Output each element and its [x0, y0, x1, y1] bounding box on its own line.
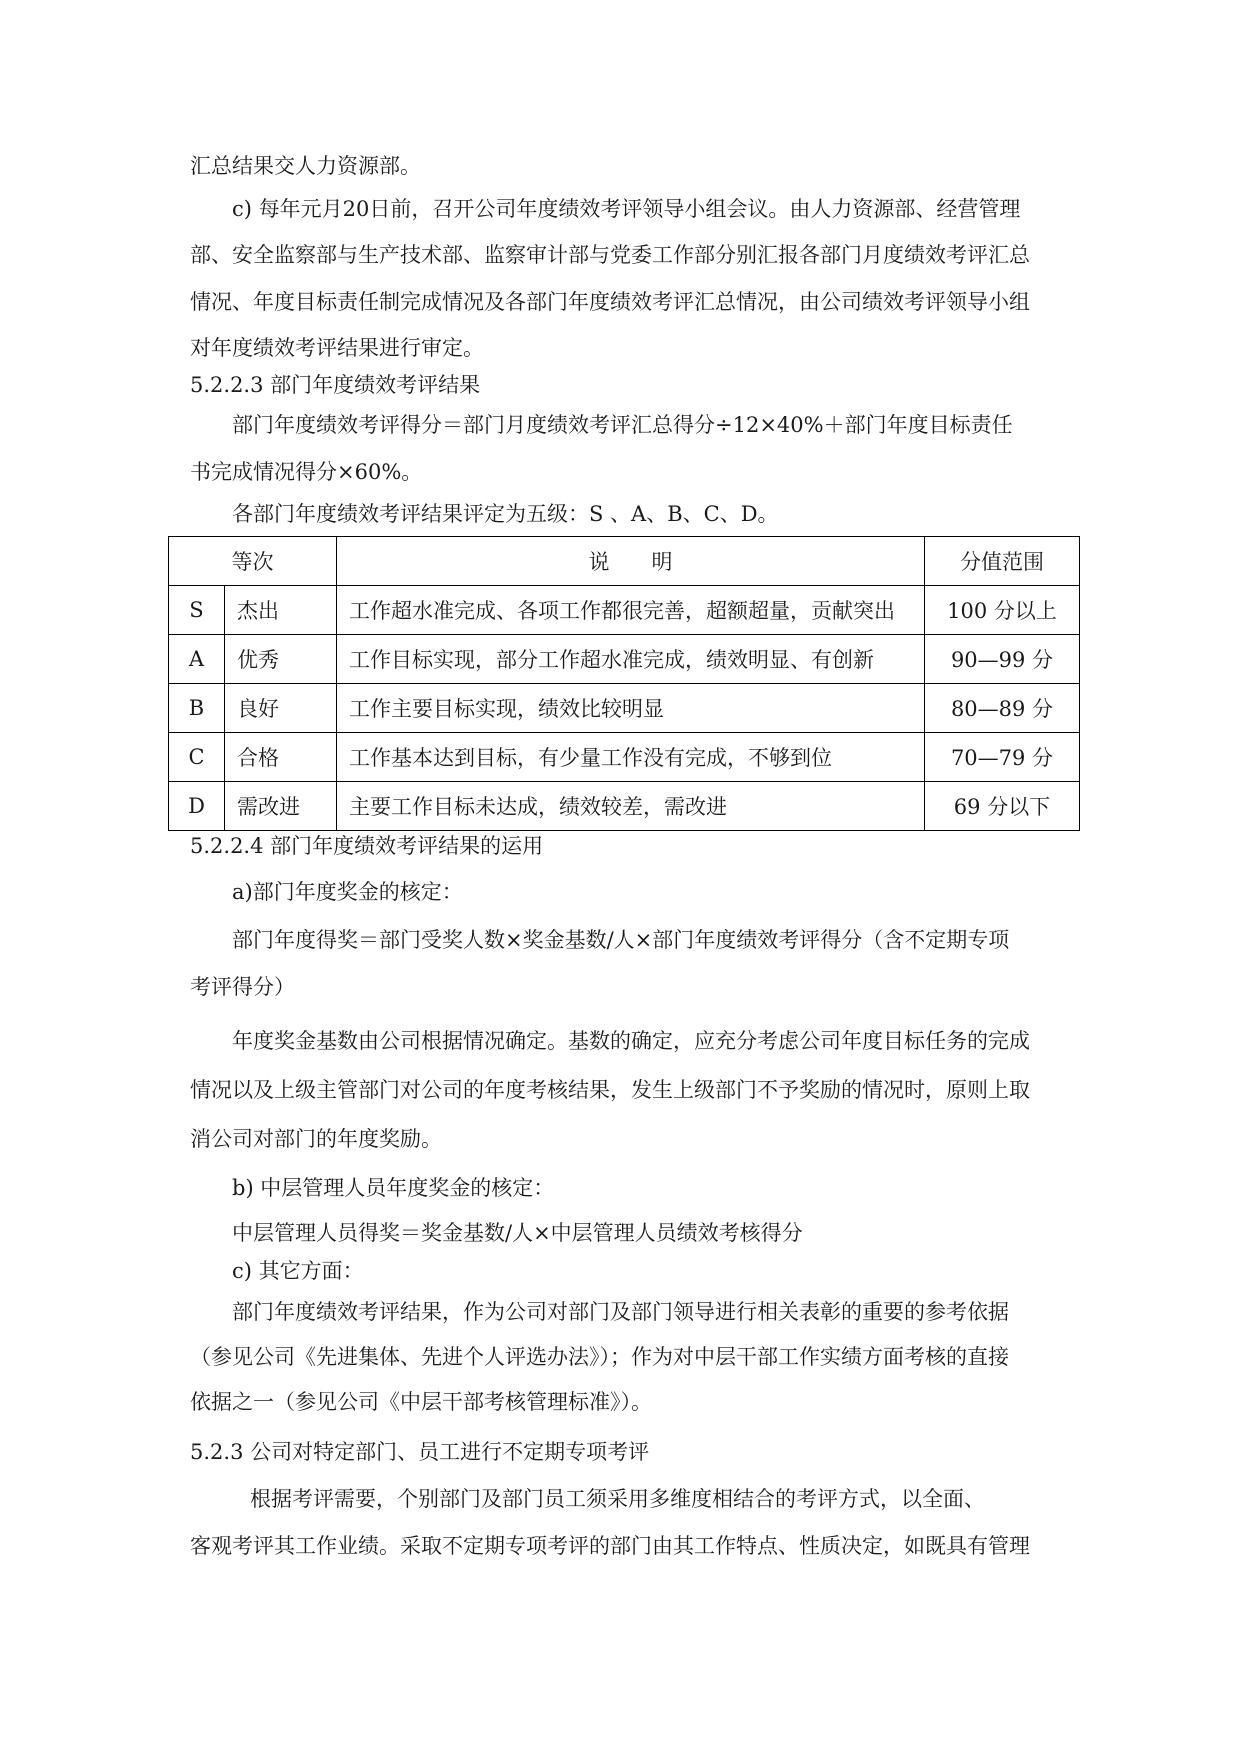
- grade-range: 70—79 分: [925, 733, 1080, 782]
- grade-code: B: [169, 684, 225, 733]
- grade-code: D: [169, 782, 225, 831]
- grade-description: 工作目标实现，部分工作超水准完成，绩效明显、有创新: [337, 635, 925, 684]
- table-row: [169, 684, 1080, 733]
- formula-line: 部门年度绩效考评得分＝部门月度绩效考评汇总得分÷12×40%＋部门年度目标责任: [232, 413, 1013, 437]
- grade-range: 80—89 分: [925, 684, 1080, 733]
- grade-description: 工作超水准完成、各项工作都很完善，超额超量，贡献突出: [337, 586, 925, 635]
- grade-name: 良好: [225, 684, 337, 733]
- paragraph-line: 对年度绩效考评结果进行审定。: [190, 336, 484, 360]
- paragraph-line: （参见公司《先进集体、先进个人评选办法》）；作为对中层干部工作实绩方面考核的直接: [190, 1345, 1009, 1369]
- grade-range: 90—99 分: [925, 635, 1080, 684]
- paragraph-line: 消公司对部门的年度奖励。: [190, 1127, 442, 1151]
- grade-range: 69 分以下: [925, 782, 1080, 831]
- subsection-title: b) 中层管理人员年度奖金的核定：: [232, 1176, 555, 1200]
- paragraph-line: 客观考评其工作业绩。采取不定期专项考评的部门由其工作特点、性质决定，如既具有管理: [190, 1534, 1030, 1558]
- table-row: [169, 733, 1080, 782]
- paragraph-line: 部门年度绩效考评结果，作为公司对部门及部门领导进行相关表彰的重要的参考依据: [232, 1300, 1009, 1324]
- section-heading: 5.2.2.4 部门年度绩效考评结果的运用: [190, 834, 544, 858]
- formula-line: 书完成情况得分×60%。: [190, 460, 423, 484]
- paragraph-line: 部、安全监察部与生产技术部、监察审计部与党委工作部分别汇报各部门月度绩效考评汇总: [190, 243, 1030, 267]
- paragraph-line: 依据之一（参见公司《中层干部考核管理标准》）。: [190, 1390, 652, 1414]
- grade-name: 杰出: [225, 586, 337, 635]
- header-level: 等次: [169, 537, 337, 586]
- table-row: [169, 586, 1080, 635]
- grade-description: 主要工作目标未达成，绩效较差，需改进: [337, 782, 925, 831]
- grade-name: 合格: [225, 733, 337, 782]
- paragraph-line: 情况以及上级主管部门对公司的年度考核结果，发生上级部门不予奖励的情况时，原则上取: [190, 1078, 1030, 1102]
- formula-line: 中层管理人员得奖＝奖金基数/人×中层管理人员绩效考核得分: [232, 1221, 803, 1245]
- paragraph-line: 汇总结果交人力资源部。: [190, 154, 421, 178]
- section-heading: 5.2.3 公司对特定部门、员工进行不定期专项考评: [190, 1440, 650, 1464]
- grade-table: [168, 536, 1080, 831]
- header-description: 说 明: [337, 537, 925, 586]
- grade-code: S: [169, 586, 225, 635]
- table-row: [169, 635, 1080, 684]
- paragraph-line: 各部门年度绩效考评结果评定为五级：S 、A、B、C、D。: [232, 502, 779, 526]
- paragraph-line: c) 每年元月20日前，召开公司年度绩效考评领导小组会议。由人力资源部、经营管理: [232, 197, 1021, 221]
- grade-range: 100 分以上: [925, 586, 1080, 635]
- formula-line: 考评得分）: [190, 975, 295, 999]
- grade-code: A: [169, 635, 225, 684]
- grade-name: 需改进: [225, 782, 337, 831]
- grade-description: 工作基本达到目标，有少量工作没有完成，不够到位: [337, 733, 925, 782]
- subsection-title: a)部门年度奖金的核定：: [232, 880, 463, 904]
- section-heading: 5.2.2.3 部门年度绩效考评结果: [190, 373, 481, 397]
- subsection-title: c) 其它方面：: [232, 1259, 364, 1283]
- grade-description: 工作主要目标实现，绩效比较明显: [337, 684, 925, 733]
- grade-name: 优秀: [225, 635, 337, 684]
- table-row: [169, 782, 1080, 831]
- grade-code: C: [169, 733, 225, 782]
- paragraph-line: 情况、年度目标责任制完成情况及各部门年度绩效考评汇总情况，由公司绩效考评领导小组: [190, 290, 1030, 314]
- header-range: 分值范围: [925, 537, 1080, 586]
- table-header-row: [169, 537, 1080, 586]
- formula-line: 部门年度得奖＝部门受奖人数×奖金基数/人×部门年度绩效考评得分（含不定期专项: [232, 928, 1010, 952]
- paragraph-line: 根据考评需要，个别部门及部门员工须采用多维度相结合的考评方式，以全面、: [250, 1487, 985, 1511]
- paragraph-line: 年度奖金基数由公司根据情况确定。基数的确定，应充分考虑公司年度目标任务的完成: [232, 1029, 1030, 1053]
